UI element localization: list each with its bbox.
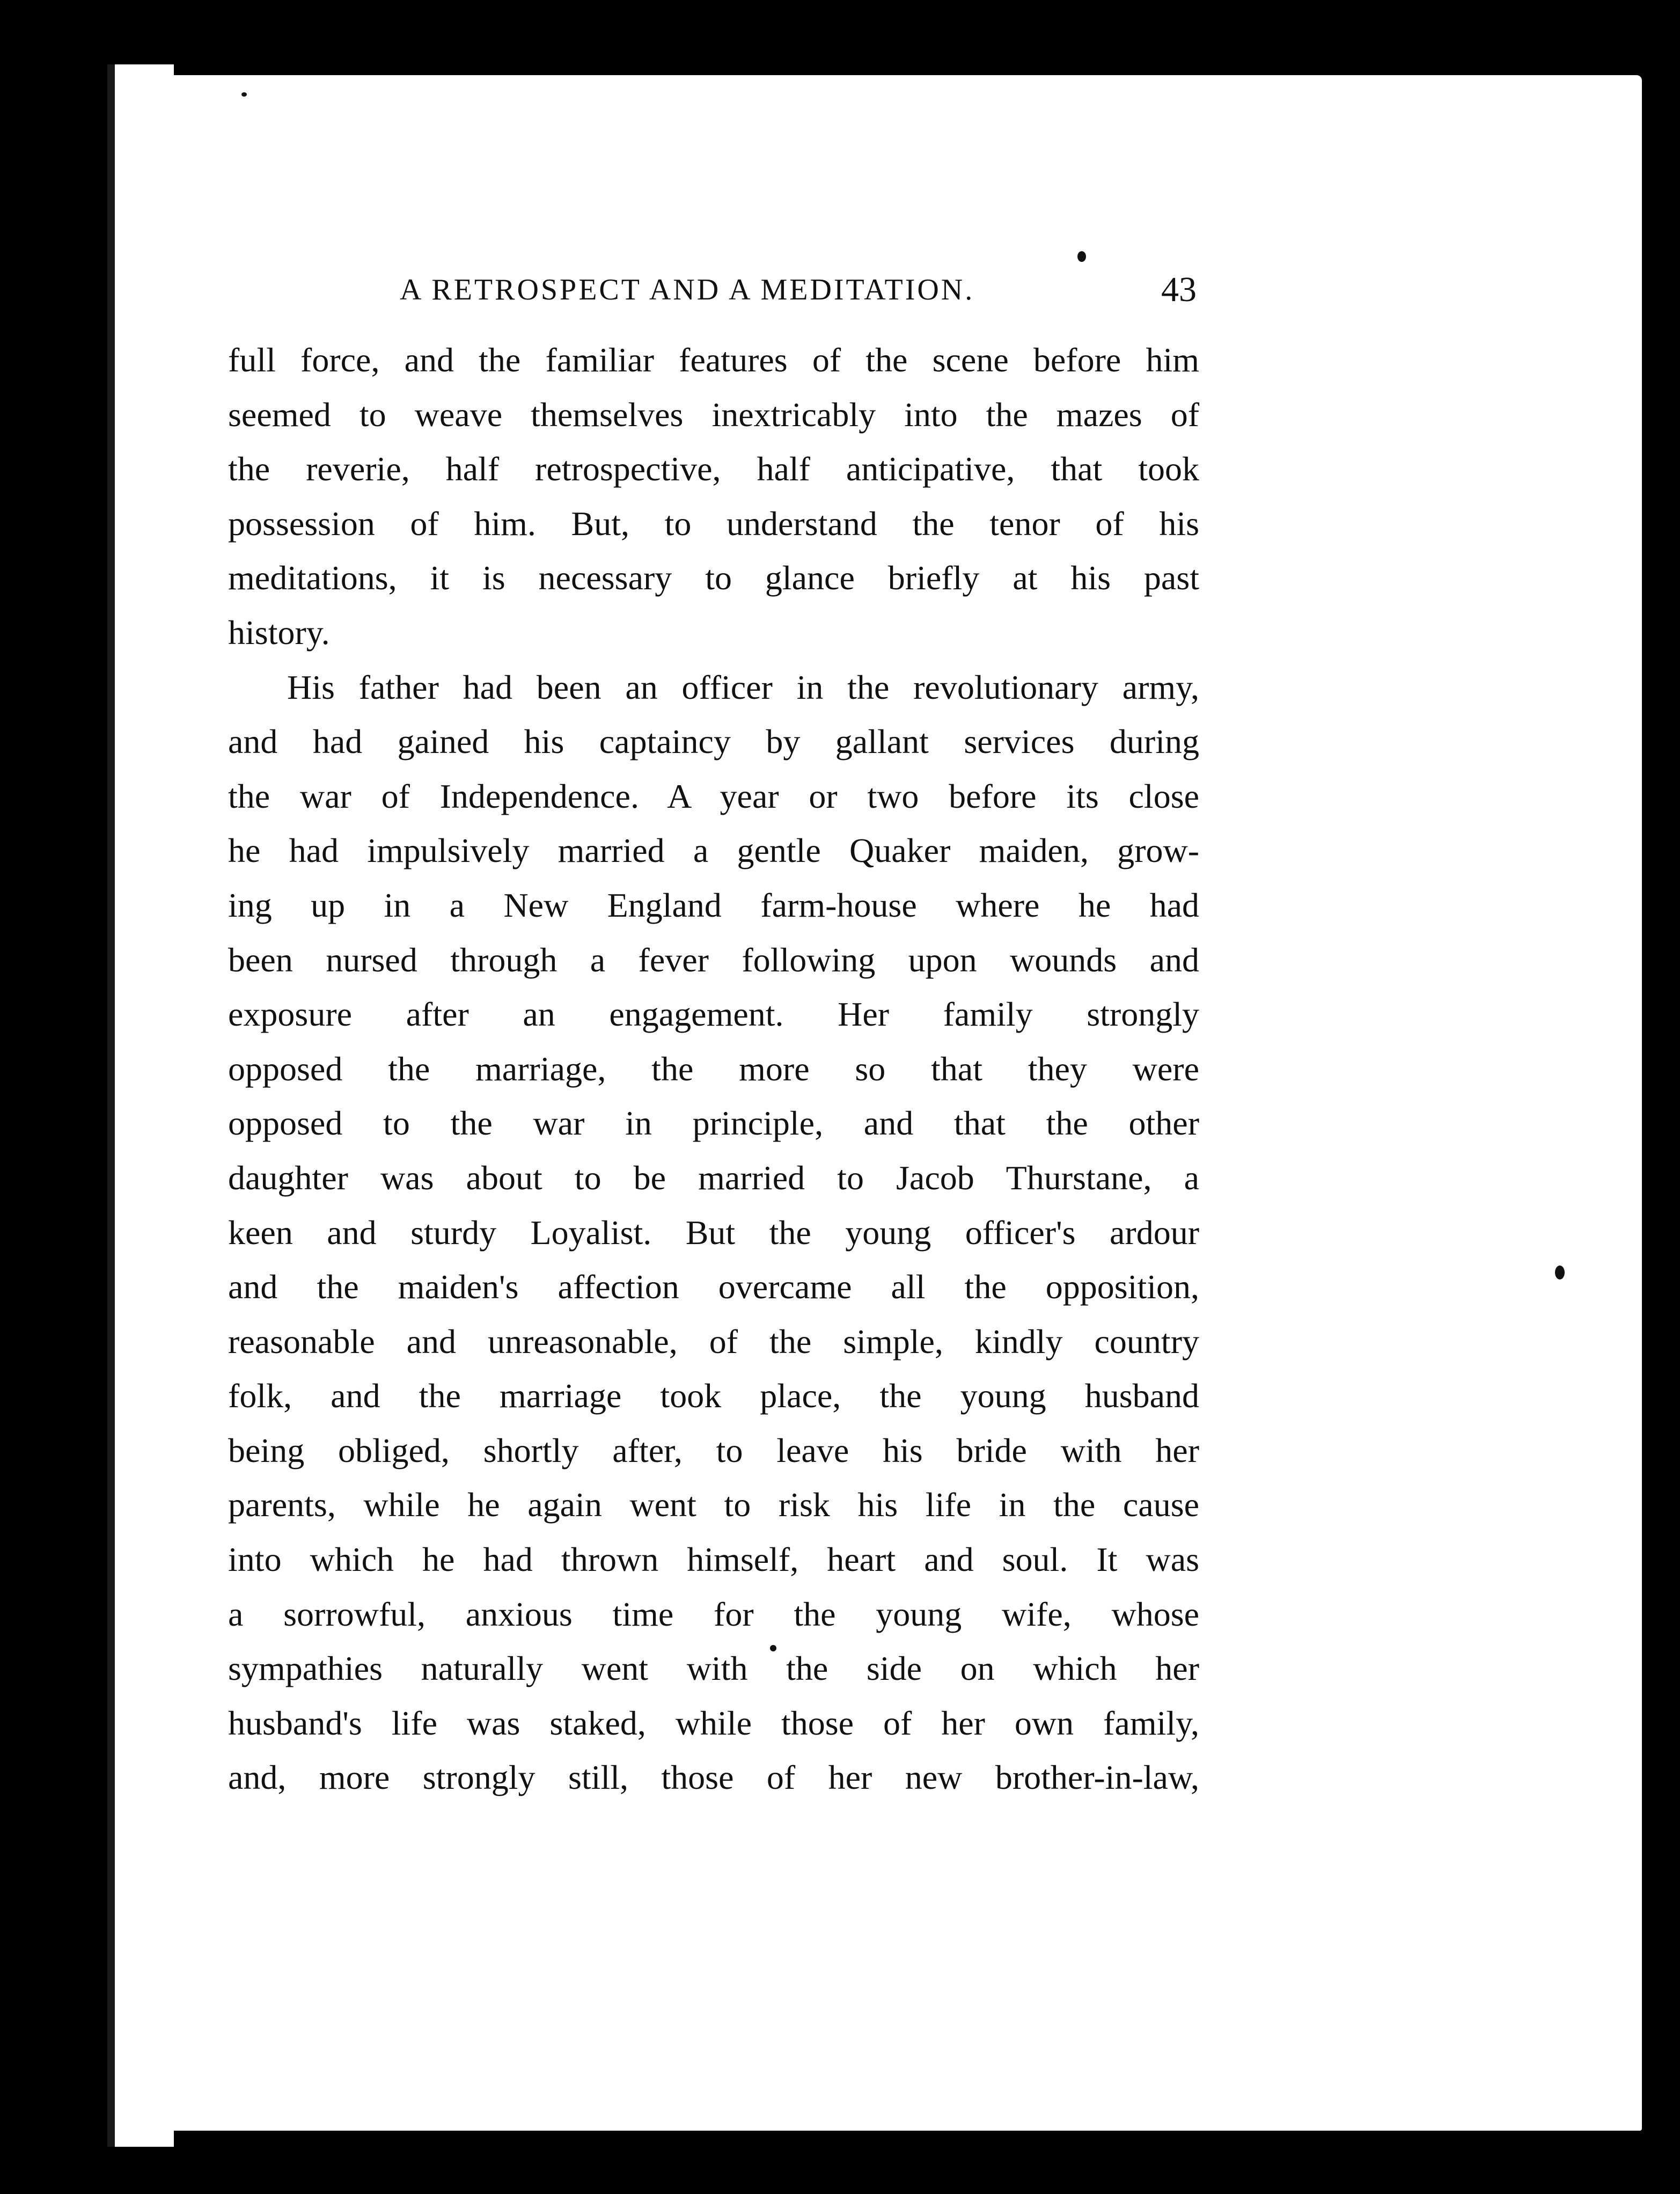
text-line: parents, while he again went to risk his life in the cause xyxy=(228,1486,1199,1524)
scan-left-margin xyxy=(0,0,107,2194)
body-text xyxy=(228,333,1199,1805)
text-line: and the maiden's affection overcame all the opposition, xyxy=(228,1268,1199,1306)
text-line: into which he had thrown himself, heart and soul. It was xyxy=(228,1540,1199,1579)
scan-speck xyxy=(1077,251,1086,262)
text-line: sympathies naturally went with the side on which her xyxy=(228,1649,1199,1688)
text-line: the reverie, half retrospective, half anticipative, that took xyxy=(228,450,1199,488)
text-line: His father had been an officer in the revolutionary army, xyxy=(287,668,1199,706)
running-title: A RETROSPECT AND A MEDITATION. xyxy=(400,273,975,306)
text-line: folk, and the marriage took place, the young husband xyxy=(228,1377,1199,1415)
text-line: and had gained his captaincy by gallant services during xyxy=(228,722,1199,761)
text-line: he had impulsively married a gentle Quaker maiden, grow- xyxy=(228,831,1199,870)
running-head xyxy=(228,266,1199,314)
page-number: 43 xyxy=(1161,270,1197,309)
text-line: meditations, it is necessary to glance briefly at his past xyxy=(228,559,1199,597)
text-line: ing up in a New England farm-house where he had xyxy=(228,886,1199,924)
text-line: keen and sturdy Loyalist. But the young officer's ardour xyxy=(228,1213,1199,1252)
text-line: being obliged, shortly after, to leave his bride with her xyxy=(228,1431,1199,1469)
text-line: a sorrowful, anxious time for the young wife, whose xyxy=(228,1595,1199,1633)
text-line: been nursed through a fever following upon wounds and xyxy=(228,940,1199,979)
text-line: reasonable and unreasonable, of the simple, kindly country xyxy=(228,1322,1199,1361)
text-line: husband's life was staked, while those of her own family, xyxy=(228,1703,1199,1742)
text-line: the war of Independence. A year or two before its close xyxy=(228,777,1199,815)
text-line: daughter was about to be married to Jacob Thurstane, a xyxy=(228,1158,1199,1197)
text-line: possession of him. But, to understand the tenor of his xyxy=(228,504,1199,543)
text-line: history. xyxy=(228,613,330,652)
text-line: full force, and the familiar features of the scene before him xyxy=(228,341,1199,379)
text-line: opposed the marriage, the more so that they were xyxy=(228,1049,1199,1088)
scan-speck xyxy=(1555,1266,1565,1279)
text-line: seemed to weave themselves inextricably into the mazes of xyxy=(228,395,1199,434)
scan-speck xyxy=(241,92,247,97)
text-line: exposure after an engagement. Her family strongly xyxy=(228,995,1199,1034)
text-line: and, more strongly still, those of her new brother-in-law, xyxy=(228,1758,1199,1797)
text-line: opposed to the war in principle, and that the other xyxy=(228,1104,1199,1143)
